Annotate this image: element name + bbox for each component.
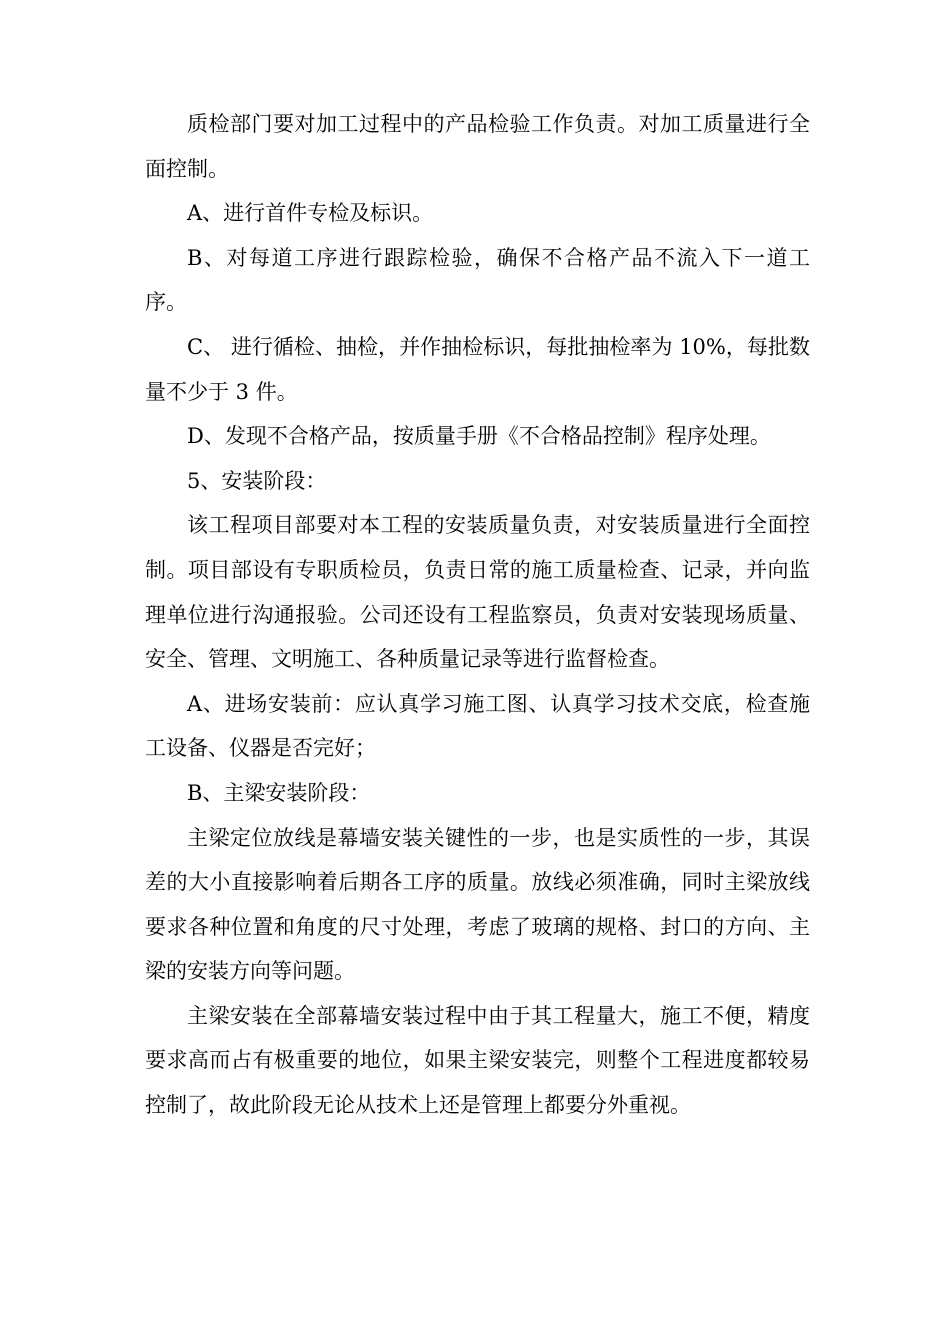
section-heading-installation: 5、安装阶段： <box>187 468 327 493</box>
paragraph-process-tracking: B、对每道工序进行跟踪检验，确保不合格产品不流入下一道工序。 <box>145 245 810 315</box>
paragraph-first-piece-inspection: A、进行首件专检及标识。 <box>187 201 434 226</box>
paragraph-nonconforming-handling: D、发现不合格产品，按质量手册《不合格品控制》程序处理。 <box>187 424 771 449</box>
subheading-main-beam-installation: B、主梁安装阶段： <box>187 780 371 805</box>
paragraph-main-beam-importance: 主梁安装在全部幕墙安装过程中由于其工程量大，施工不便，精度要求高而占有极重要的地位，如果主梁安装完，则整个工程进度都较易控制了，故此阶段无论从技术上还是管理上都要分外重视。 <box>145 1003 810 1118</box>
paragraph-sampling-inspection: C、 进行循检、抽检，并作抽检标识，每批抽检率为 10%，每批数量不少于 3 件。 <box>145 334 810 404</box>
paragraph-installation-quality: 该工程项目部要对本工程的安装质量负责，对安装质量进行全面控制。项目部设有专职质检员，负责日常的施工质量检查、记录，并向监理单位进行沟通报验。公司还设有工程监察员，负责对安装现场质量、安全、管理、文明施工、各种质量记录等进行监督检查。 <box>145 513 810 672</box>
paragraph-qc-processing: 质检部门要对加工过程中的产品检验工作负责。对加工质量进行全面控制。 <box>145 112 810 181</box>
paragraph-main-beam-layout: 主梁定位放线是幕墙安装关键性的一步，也是实质性的一步，其误差的大小直接影响着后期各工序的质量。放线必须准确，同时主梁放线要求各种位置和角度的尺寸处理，考虑了玻璃的规格、封口的方向、主梁的安装方向等问题。 <box>145 825 810 984</box>
paragraph-pre-installation: A、进场安装前：应认真学习施工图、认真学习技术交底，检查施工设备、仪器是否完好； <box>145 691 810 761</box>
document-body <box>145 102 810 1128</box>
